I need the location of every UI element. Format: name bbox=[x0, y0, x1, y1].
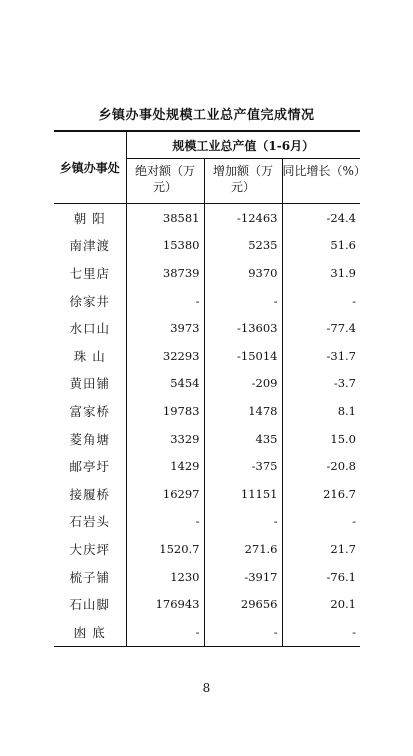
absolute-value-cell: 1429 bbox=[126, 452, 204, 480]
table-row bbox=[54, 287, 360, 315]
table-row bbox=[54, 314, 360, 342]
growth-value-cell: 216.7 bbox=[282, 480, 360, 508]
table-row bbox=[54, 204, 360, 232]
increase-value-cell: - bbox=[204, 618, 282, 646]
growth-value-cell: -24.4 bbox=[282, 204, 360, 232]
table-row bbox=[54, 590, 360, 618]
table-row bbox=[54, 535, 360, 563]
growth-value-cell: -3.7 bbox=[282, 370, 360, 398]
absolute-value-cell: - bbox=[126, 618, 204, 646]
row-name-cell: 珠 山 bbox=[73, 348, 106, 364]
absolute-value-cell: 5454 bbox=[126, 370, 204, 398]
group-header: 规模工业总产值（1-6月） bbox=[126, 131, 360, 159]
growth-value-cell: -20.8 bbox=[282, 452, 360, 480]
row-header: 乡镇办事处 bbox=[54, 131, 126, 204]
growth-value-cell: 31.9 bbox=[282, 259, 360, 287]
row-name-cell: 大庆坪 bbox=[69, 541, 110, 557]
growth-value-cell: -77.4 bbox=[282, 314, 360, 342]
increase-value-cell: 271.6 bbox=[204, 535, 282, 563]
page-number: 8 bbox=[202, 681, 211, 695]
table-row bbox=[54, 508, 360, 536]
growth-value-cell: - bbox=[282, 287, 360, 315]
increase-value-cell: 435 bbox=[204, 425, 282, 453]
row-name-cell: 菱角塘 bbox=[69, 431, 110, 447]
increase-value-cell: - bbox=[204, 508, 282, 536]
column-header-absolute: 绝对额（万元） bbox=[126, 159, 204, 204]
absolute-value-cell: 1520.7 bbox=[126, 535, 204, 563]
table-row bbox=[54, 397, 360, 425]
absolute-value-cell: - bbox=[126, 287, 204, 315]
increase-value-cell: -13603 bbox=[204, 314, 282, 342]
column-header-increase: 增加额（万元） bbox=[204, 159, 282, 204]
increase-value-cell: -375 bbox=[204, 452, 282, 480]
row-name-cell: 黄田铺 bbox=[69, 376, 110, 392]
row-name-cell: 徐家井 bbox=[69, 293, 110, 309]
increase-value-cell: 5235 bbox=[204, 232, 282, 260]
absolute-value-cell: 19783 bbox=[126, 397, 204, 425]
row-name-cell: 邮亭圩 bbox=[69, 459, 110, 475]
data-table-container bbox=[54, 130, 366, 647]
table-row bbox=[54, 342, 360, 370]
absolute-value-cell: 1230 bbox=[126, 563, 204, 591]
row-name-cell: 接履桥 bbox=[69, 486, 110, 502]
increase-value-cell: 1478 bbox=[204, 397, 282, 425]
table-row bbox=[54, 370, 360, 398]
growth-value-cell: 8.1 bbox=[282, 397, 360, 425]
data-table bbox=[54, 130, 366, 647]
table-row bbox=[54, 232, 360, 260]
absolute-value-cell: 3329 bbox=[126, 425, 204, 453]
increase-value-cell: 9370 bbox=[204, 259, 282, 287]
row-name-cell: 石岩头 bbox=[69, 514, 110, 530]
row-name-cell: 七里店 bbox=[69, 265, 110, 281]
table-row bbox=[54, 425, 360, 453]
growth-value-cell: 20.1 bbox=[282, 590, 360, 618]
table-body bbox=[54, 204, 360, 647]
increase-value-cell: 29656 bbox=[204, 590, 282, 618]
column-header-growth: 同比增长（%） bbox=[282, 159, 360, 204]
row-name-cell: 富家桥 bbox=[69, 403, 110, 419]
absolute-value-cell: 3973 bbox=[126, 314, 204, 342]
absolute-value-cell: 16297 bbox=[126, 480, 204, 508]
row-name-cell: 梳子铺 bbox=[69, 569, 110, 585]
growth-value-cell: - bbox=[282, 618, 360, 646]
absolute-value-cell: 176943 bbox=[126, 590, 204, 618]
table-row bbox=[54, 563, 360, 591]
growth-value-cell: 51.6 bbox=[282, 232, 360, 260]
growth-value-cell: - bbox=[282, 508, 360, 536]
absolute-value-cell: 38739 bbox=[126, 259, 204, 287]
increase-value-cell: -209 bbox=[204, 370, 282, 398]
row-name-cell: 凼 底 bbox=[54, 618, 126, 646]
table-title: 乡镇办事处规模工业总产值完成情况 bbox=[98, 108, 315, 123]
table-row bbox=[54, 618, 360, 646]
table-row bbox=[54, 452, 360, 480]
absolute-value-cell: 38581 bbox=[126, 204, 204, 232]
growth-value-cell: -31.7 bbox=[282, 342, 360, 370]
increase-value-cell: -15014 bbox=[204, 342, 282, 370]
row-name-cell: 水口山 bbox=[69, 321, 110, 337]
growth-value-cell: 15.0 bbox=[282, 425, 360, 453]
increase-value-cell: -3917 bbox=[204, 563, 282, 591]
increase-value-cell: - bbox=[204, 287, 282, 315]
row-name-cell: 石山脚 bbox=[69, 597, 110, 613]
absolute-value-cell: 15380 bbox=[126, 232, 204, 260]
increase-value-cell: 11151 bbox=[204, 480, 282, 508]
row-name-cell: 南津渡 bbox=[69, 238, 110, 254]
table-row bbox=[54, 259, 360, 287]
absolute-value-cell: 32293 bbox=[126, 342, 204, 370]
absolute-value-cell: - bbox=[126, 508, 204, 536]
growth-value-cell: 21.7 bbox=[282, 535, 360, 563]
row-name-cell: 朝 阳 bbox=[73, 210, 106, 226]
increase-value-cell: -12463 bbox=[204, 204, 282, 232]
growth-value-cell: -76.1 bbox=[282, 563, 360, 591]
table-row bbox=[54, 480, 360, 508]
